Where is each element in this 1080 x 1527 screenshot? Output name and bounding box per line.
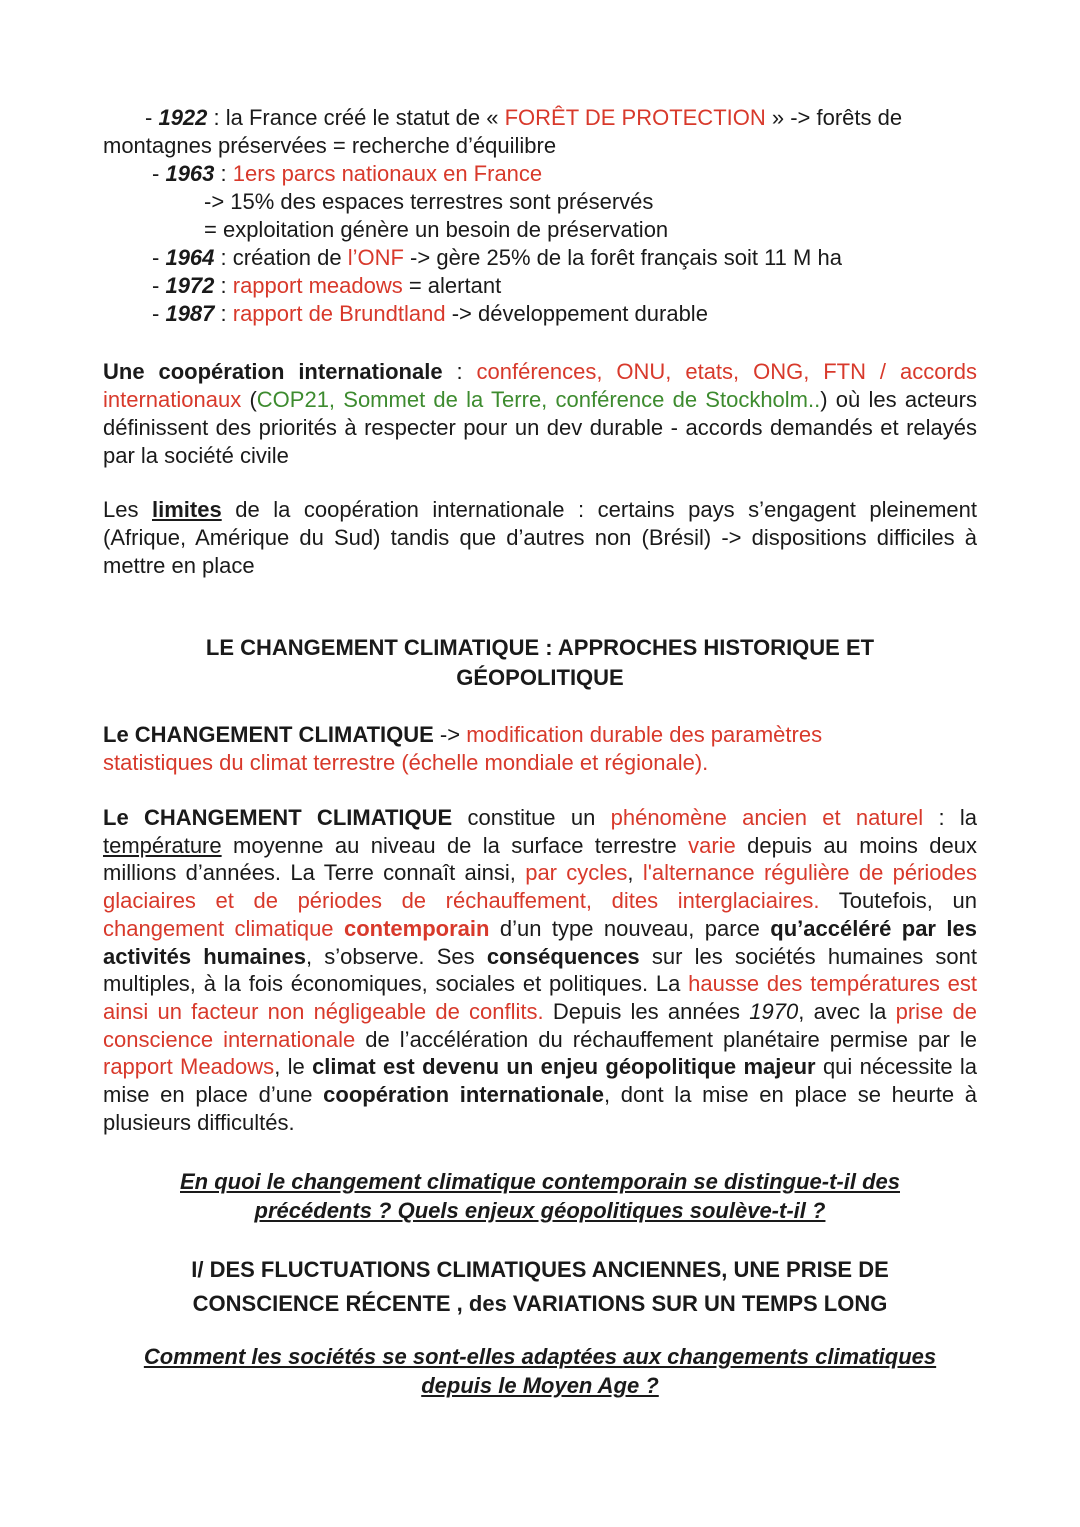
section-heading xyxy=(103,633,977,693)
timeline xyxy=(103,104,977,328)
part-heading-line-2: CONSCIENCE RÉCENTE , des VARIATIONS SUR UN TEMPS LONG xyxy=(192,1291,888,1316)
timeline-sub-2: = exploitation génère un besoin de préservation xyxy=(204,217,669,242)
definition-line-2: statistiques du climat terrestre (échelle mondiale et régionale). xyxy=(103,750,709,775)
timeline-item-1972: - 1972 : rapport meadows = alertant xyxy=(152,273,502,298)
part-heading xyxy=(103,1253,977,1321)
timeline-item-1922: - 1922 : la France créé le statut de « FORÊT DE PROTECTION » -> forêts de xyxy=(145,105,903,130)
part-question-line-2: depuis le Moyen Age ? xyxy=(421,1373,659,1398)
timeline-item-1987: - 1987 : rapport de Brundtland -> développement durable xyxy=(152,301,708,326)
timeline-item-1922-cont: montagnes préservées = recherche d’équilibre xyxy=(103,133,557,158)
cooperation-paragraph: Une coopération internationale : conférences, ONU, etats, ONG, FTN / accords internationaux (COP21, Sommet de la Terre, conférence de Stockholm..) où les acteurs définissent des priorités à respecter pour un dev durable - accords demandés et relayés par la société civile xyxy=(103,359,977,468)
section-heading-line-2: GÉOPOLITIQUE xyxy=(456,665,624,690)
question-line-1: En quoi le changement climatique contemporain se distingue-t-il des xyxy=(180,1169,900,1194)
timeline-item-1963: - 1963 : 1ers parcs nationaux en France xyxy=(152,161,543,186)
main-paragraph: Le CHANGEMENT CLIMATIQUE constitue un phénomène ancien et naturel : la température moyenne au niveau de la surface terrestre varie depuis au moins deux millions d’années. La Terre connaît ainsi, par cycles, l'alternance régulière de périodes glaciaires et de périodes de réchauffement, dites interglaciaires. Toutefois, un changement climatique contemporain d’un type nouveau, parce qu’accéléré par les activités humaines, s’observe. Ses conséquences sur les sociétés humaines sont multiples, à la fois économiques, sociales et politiques. La hausse des températures est ainsi un facteur non négligeable de conflits. Depuis les années 1970, avec la prise de conscience internationale de l’accélération du réchauffement planétaire permise par le rapport Meadows, le climat est devenu un enjeu géopolitique majeur qui nécessite la mise en place d’une coopération internationale, dont la mise en place se heurte à plusieurs difficultés. xyxy=(103,805,978,1135)
problematic-question xyxy=(103,1167,977,1225)
timeline-item-1964: - 1964 : création de l’ONF -> gère 25% de la forêt français soit 11 M ha xyxy=(152,245,842,270)
section-heading-line-1: LE CHANGEMENT CLIMATIQUE : APPROCHES HISTORIQUE ET xyxy=(205,635,875,660)
definition-line-1: Le CHANGEMENT CLIMATIQUE -> modification durable des paramètres xyxy=(103,722,823,747)
part-heading-line-1: I/ DES FLUCTUATIONS CLIMATIQUES ANCIENNES, UNE PRISE DE xyxy=(191,1257,889,1282)
limits-paragraph: Les limites de la coopération internationale : certains pays s’engagent pleinement (Afrique, Amérique du Sud) tandis que d’autres non (Brésil) -> dispositions difficiles à mettre en place xyxy=(103,497,977,578)
part-question xyxy=(103,1342,977,1400)
part-question-line-1: Comment les sociétés se sont-elles adaptées aux changements climatiques xyxy=(143,1344,937,1369)
definition xyxy=(103,721,977,777)
question-line-2: précédents ? Quels enjeux géopolitiques soulève-t-il ? xyxy=(254,1198,826,1223)
timeline-sub-1: -> 15% des espaces terrestres sont préservés xyxy=(204,189,654,214)
